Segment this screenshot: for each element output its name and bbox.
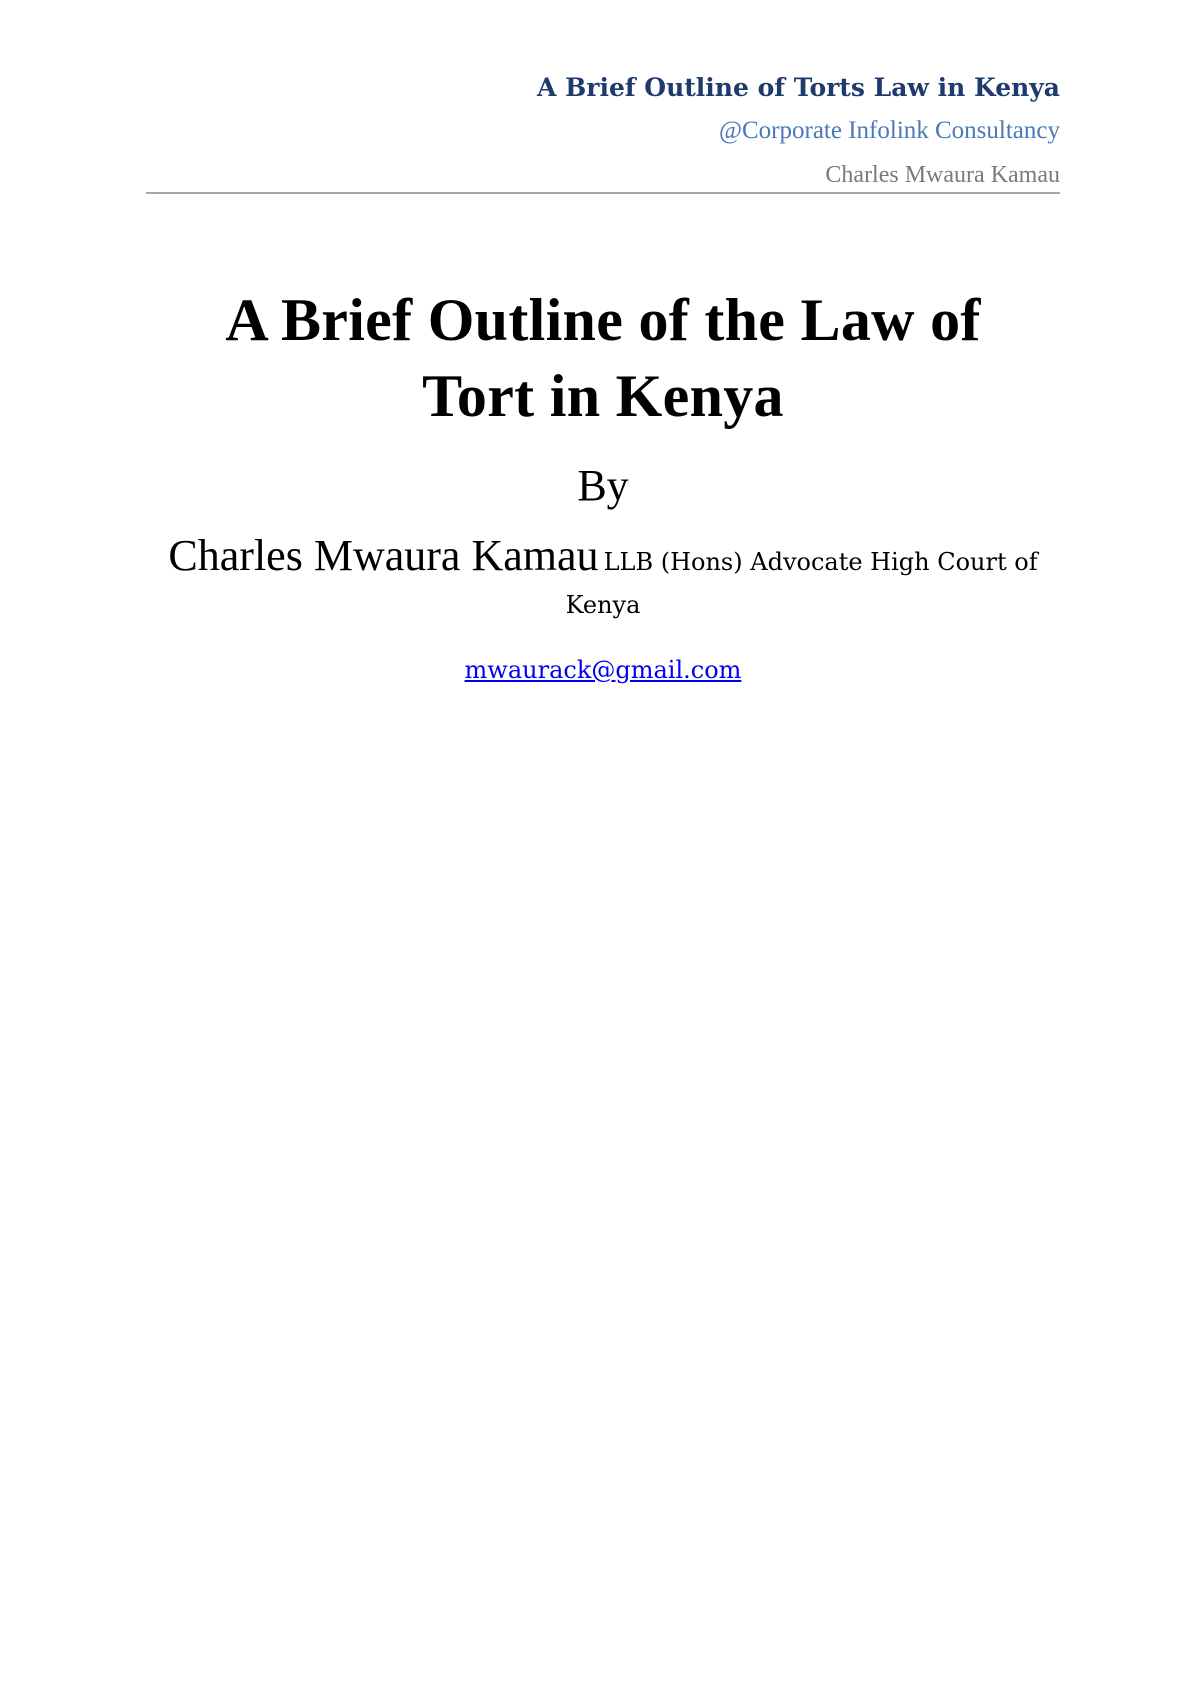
document-title [146, 282, 1060, 434]
header-divider [146, 192, 1060, 194]
header-title: A Brief Outline of Torts Law in Kenya [537, 73, 1060, 102]
header-organization: @Corporate Infolink Consultancy [718, 117, 1060, 144]
by-line: By [577, 461, 629, 510]
document-title-line-1: A Brief Outline of the Law of [225, 287, 981, 353]
title-block [146, 282, 1060, 686]
author-line [146, 531, 1060, 628]
document-title-line-2: Tort in Kenya [422, 363, 784, 429]
header-author: Charles Mwaura Kamau [825, 162, 1060, 188]
page-header [146, 68, 1060, 196]
email-link[interactable]: mwaurack@gmail.com [464, 656, 742, 684]
email-line [146, 654, 1060, 686]
author-name: Charles Mwaura Kamau [168, 531, 599, 580]
author-credentials: LLB (Hons) Advocate High Court of Kenya [565, 548, 1038, 619]
